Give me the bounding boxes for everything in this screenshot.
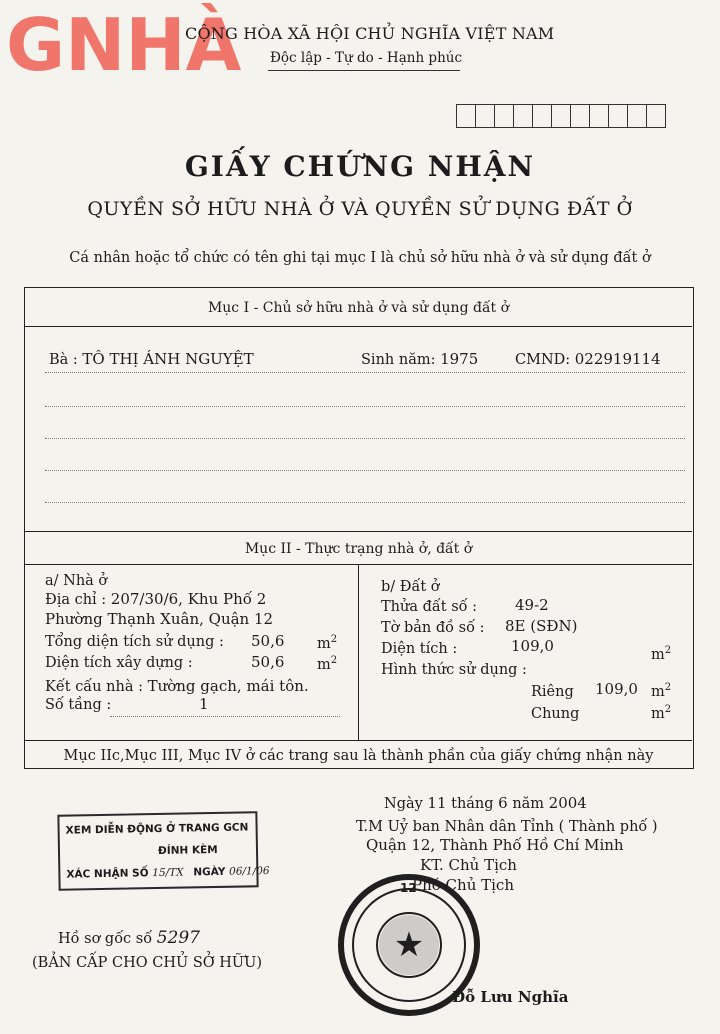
file-label: Hồ sơ gốc số [58, 931, 153, 947]
address-row [45, 590, 266, 608]
day-label: Ngày [384, 796, 423, 812]
year-label: năm [512, 796, 545, 812]
column-divider [358, 564, 359, 740]
land-area-value: 109,0 [511, 637, 554, 655]
plot-value: 49-2 [515, 596, 549, 614]
stamp-line3: XÁC NHẬN SỐ 15/TX NGÀY 06/1/06 [66, 865, 270, 881]
footnote: Mục IIc,Mục III, Mục IV ở các trang sau là thành phần của giấy chứng nhận này [63, 748, 654, 764]
stamp-line1: XEM DIỄN ĐỘNG Ở TRANG GCN [65, 821, 249, 837]
stamp-line2: ĐÍNH KÈM [157, 843, 218, 857]
id-row [515, 350, 661, 368]
signatory-line1: T.M Uỷ ban Nhân dân Tỉnh ( Thành phố ) [356, 819, 658, 835]
month-label: tháng [451, 796, 494, 812]
total-area-value: 50,6 [251, 632, 285, 650]
divider [25, 531, 692, 532]
logo-text: GNHÀ [6, 3, 242, 87]
section2-heading: Mục II - Thực trạng nhà ở, đất ở [244, 541, 473, 557]
build-area-value: 50,6 [251, 653, 285, 671]
private-label: Riêng [531, 684, 574, 700]
file-number-row [58, 928, 200, 948]
shared-label: Chung [531, 706, 580, 722]
id-number: 022919114 [574, 350, 661, 368]
birth-year: 1975 [440, 350, 479, 368]
national-motto: Độc lập - Tự do - Hạnh phúc [270, 50, 463, 66]
plot-label: Thửa đất số : [381, 599, 478, 615]
certificate-table [24, 287, 694, 769]
address-line1: 207/30/6, Khu Phố 2 [110, 590, 267, 608]
build-area-label: Diện tích xây dựng : [45, 655, 193, 671]
usage-label: Hình thức sử dụng : [381, 662, 527, 678]
motto-underline [268, 70, 460, 71]
land-area-unit: $m^2$ [651, 645, 672, 663]
total-area-unit: $m^2$ [317, 634, 338, 652]
floors-value: 1 [199, 695, 209, 713]
birth-label: Sinh năm: [361, 352, 441, 368]
owner-row [49, 350, 254, 368]
divider [25, 326, 692, 327]
seal-star: ★ [393, 925, 425, 965]
structure-row [45, 677, 309, 695]
address-label: Địa chỉ : [45, 592, 111, 608]
divider [25, 740, 692, 741]
structure-label: Kết cấu nhà : [45, 679, 148, 695]
private-unit: $m^2$ [651, 682, 672, 700]
day-value: 11 [427, 794, 447, 812]
national-title: CỘNG HÒA XÃ HỘI CHỦ NGHĨA VIỆT NAM [185, 24, 555, 43]
annotation-stamp [57, 811, 270, 890]
seal-numbers: 12 [400, 881, 417, 895]
year-value: 2004 [548, 794, 587, 812]
section1-heading: Mục I - Chủ sở hữu nhà ở và sử dụng đất ở [207, 300, 510, 316]
copy-note: (BẢN CẤP CHO CHỦ SỞ HỮU) [32, 955, 262, 971]
document-title: GIẤY CHỨNG NHẬN [184, 150, 536, 183]
map-label: Tờ bản đồ số : [381, 620, 485, 636]
address-line2: Phường Thạnh Xuân, Quận 12 [45, 610, 274, 628]
floors-label: Số tầng : [45, 697, 112, 713]
id-label: CMND: [515, 352, 575, 368]
map-value: 8E (SĐN) [505, 617, 578, 635]
signatory-line3: KT. Chủ Tịch [420, 856, 517, 874]
file-number: 5297 [156, 928, 200, 948]
signatory-line2: Quận 12, Thành Phố Hồ Chí Minh [366, 836, 624, 854]
structure-value: Tường gạch, mái tôn. [147, 677, 309, 695]
total-area-label: Tổng diện tích sử dụng : [45, 634, 224, 650]
private-value: 109,0 [595, 680, 638, 698]
intro-sentence: Cá nhân hoặc tổ chức có tên ghi tại mục I là chủ sở hữu nhà ở và sử dụng đất ở [69, 250, 651, 266]
shared-unit: $m^2$ [651, 704, 672, 722]
signatory-line4: Phó Chủ Tịch [412, 876, 514, 894]
owner-name: TÔ THỊ ÁNH NGUYỆT [82, 350, 254, 368]
house-label: a/ Nhà ở [45, 573, 108, 589]
serial-number-boxes [456, 104, 666, 128]
build-area-unit: $m^2$ [317, 655, 338, 673]
signer-name: Đỗ Lưu Nghĩa [452, 988, 569, 1006]
birth-row [361, 350, 478, 368]
month-value: 6 [498, 794, 508, 812]
issue-date [384, 794, 587, 812]
land-label: b/ Đất ở [381, 579, 440, 595]
document-subtitle: QUYỀN SỞ HỮU NHÀ Ở VÀ QUYỀN SỬ DỤNG ĐẤT Ở [87, 198, 633, 220]
owner-label: Bà : [49, 352, 83, 368]
land-area-label: Diện tích : [381, 641, 458, 657]
